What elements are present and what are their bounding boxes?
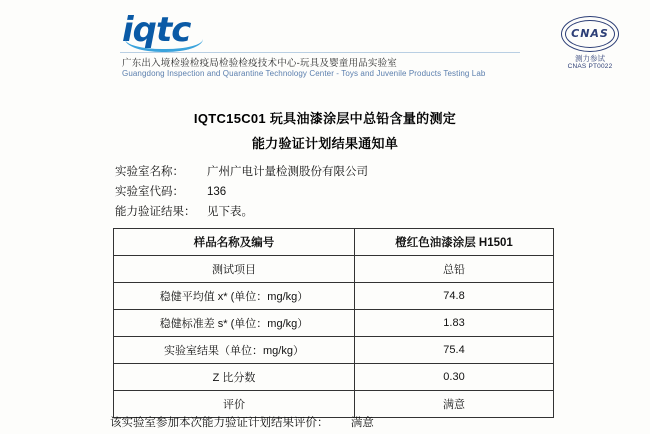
evaluation-note-value: 满意 bbox=[350, 417, 374, 429]
cnas-accreditation-seal bbox=[558, 16, 624, 74]
table-cell-label: 评价 bbox=[114, 391, 355, 418]
lab-name-value: 广州广电计量检测股份有限公司 bbox=[207, 166, 368, 178]
table-row bbox=[114, 337, 554, 364]
info-row-pt-result bbox=[115, 202, 368, 222]
table-row bbox=[114, 229, 554, 256]
table-cell-value: 总铅 bbox=[355, 256, 554, 283]
logo-swoosh-icon bbox=[125, 39, 203, 52]
evaluation-note-label: 该实验室参加本次能力验证计划结果评价： bbox=[110, 417, 329, 429]
evaluation-note bbox=[110, 414, 374, 430]
header-divider bbox=[120, 52, 520, 53]
organization-name-en: Guangdong Inspection and Quarantine Technology Center - Toys and Juvenile Products Testing Lab bbox=[122, 69, 486, 78]
info-row-lab-name bbox=[115, 162, 368, 182]
seal-subtext-cn: 测力参试 bbox=[575, 54, 605, 63]
table-cell-value: 1.83 bbox=[355, 310, 554, 337]
table-cell-label: Z 比分数 bbox=[114, 364, 355, 391]
table-row bbox=[114, 283, 554, 310]
organization-name-cn: 广东出入境检验检疫局检验检疫技术中心-玩具及婴童用品实验室 bbox=[122, 58, 397, 69]
table-cell-value: 橙红色油漆涂层 H1501 bbox=[355, 229, 554, 256]
table-cell-value: 74.8 bbox=[355, 283, 554, 310]
seal-registration-number: CNAS PT0022 bbox=[567, 63, 613, 70]
lab-name-label: 实验室名称： bbox=[115, 166, 184, 178]
table-cell-label: 实验室结果（单位：mg/kg） bbox=[114, 337, 355, 364]
page-subtitle: 能力验证计划结果通知单 bbox=[251, 136, 399, 151]
iqtc-logo bbox=[122, 12, 190, 48]
document-header bbox=[0, 0, 650, 86]
seal-word: CNAS bbox=[571, 27, 609, 40]
table-row bbox=[114, 310, 554, 337]
table-cell-label: 稳健标准差 s* (单位：mg/kg） bbox=[114, 310, 355, 337]
table-cell-value: 0.30 bbox=[355, 364, 554, 391]
table-cell-label: 样品名称及编号 bbox=[114, 229, 355, 256]
table-row bbox=[114, 256, 554, 283]
table-cell-label: 测试项目 bbox=[114, 256, 355, 283]
logo-wordmark: iqtc bbox=[122, 10, 191, 50]
table-cell-value: 满意 bbox=[355, 391, 554, 418]
lab-code-value: 136 bbox=[207, 186, 227, 198]
table-cell-label: 稳健平均值 x* (单位：mg/kg） bbox=[114, 283, 355, 310]
info-row-lab-code bbox=[115, 182, 368, 202]
results-table bbox=[113, 228, 554, 418]
pt-result-value: 见下表。 bbox=[207, 206, 253, 218]
table-row bbox=[114, 364, 554, 391]
pt-result-label: 能力验证结果： bbox=[115, 206, 196, 218]
table-cell-value: 75.4 bbox=[355, 337, 554, 364]
page-title: IQTC15C01 玩具油漆涂层中总铅含量的测定 bbox=[193, 111, 457, 126]
lab-code-label: 实验室代码： bbox=[115, 186, 184, 198]
laboratory-info-block bbox=[115, 162, 368, 222]
